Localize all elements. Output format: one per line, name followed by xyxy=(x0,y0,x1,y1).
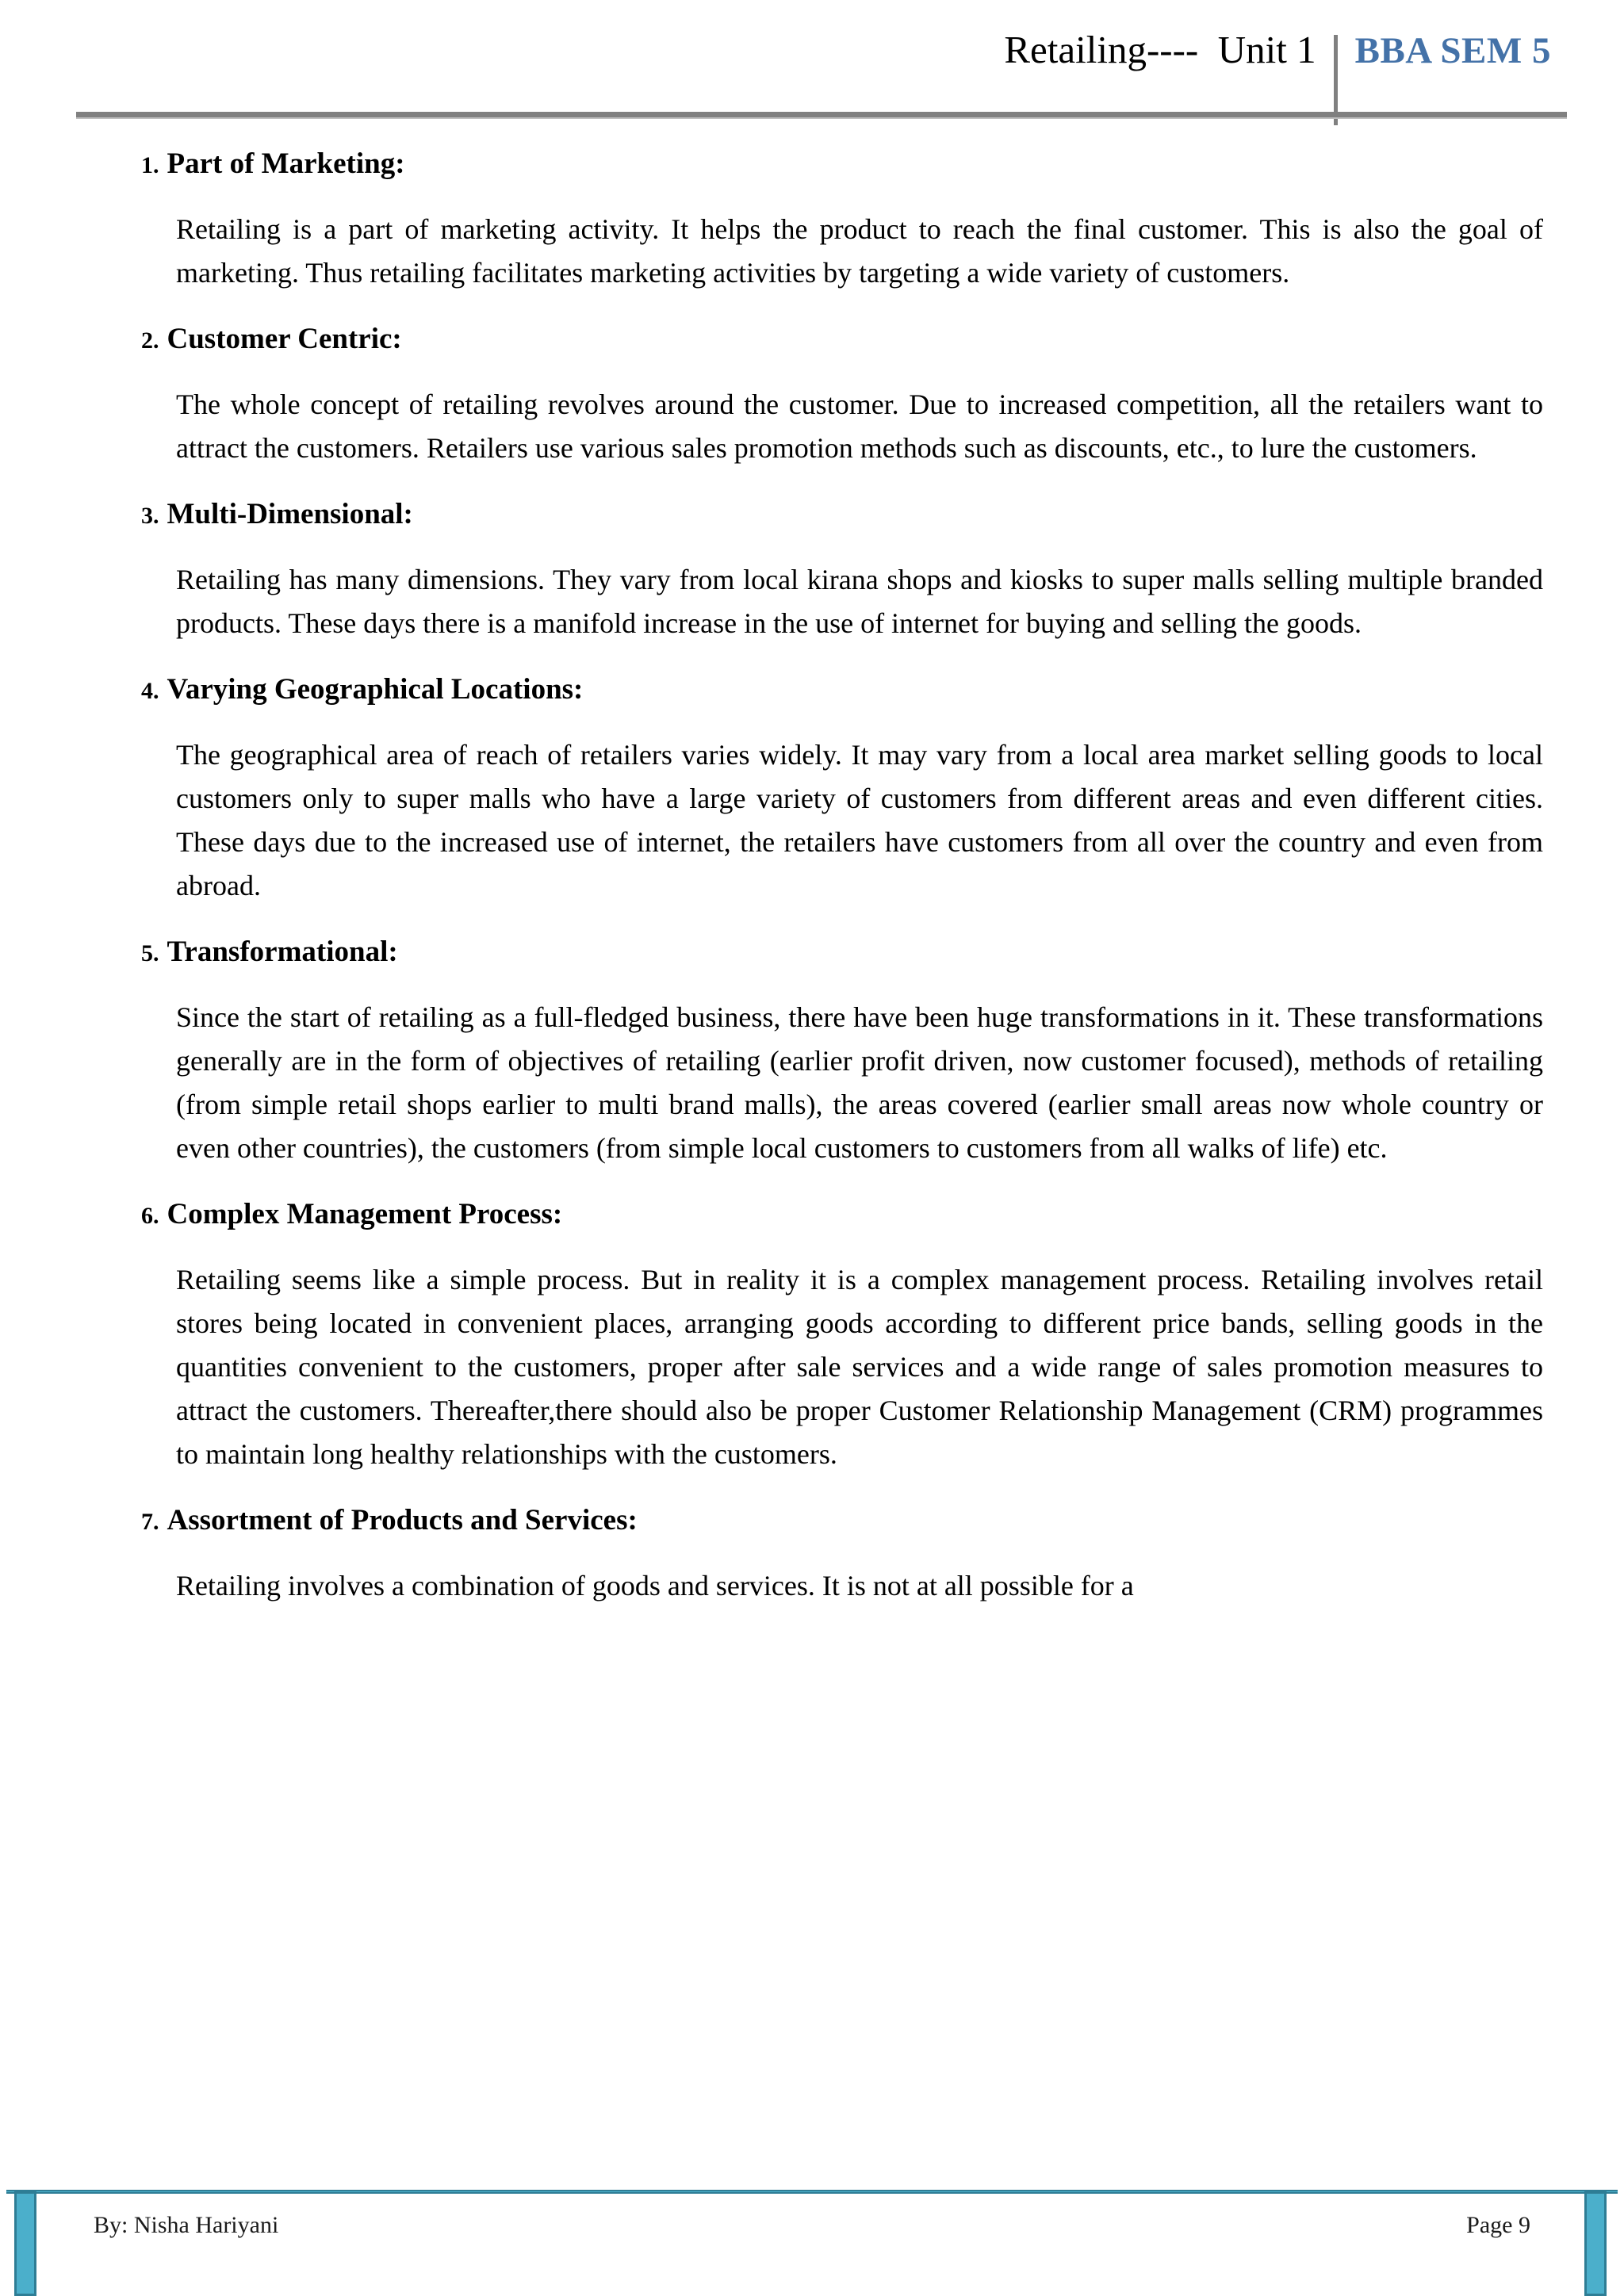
header-title-group xyxy=(1004,30,1551,98)
section-5-number: 5. xyxy=(141,940,159,966)
section-4-heading xyxy=(0,675,1624,704)
footer-rule xyxy=(6,2190,1618,2194)
section-7 xyxy=(0,1506,1624,1608)
section-1-body: Retailing is a part of marketing activity. It helps the product to reach the final customer. This is also the goal of marketing. Thus retailing facilitates marketing activities by targeting a wide variety of customers. xyxy=(176,213,1543,289)
section-2-number: 2. xyxy=(141,327,159,354)
section-4 xyxy=(0,675,1624,908)
section-3-heading xyxy=(0,499,1624,529)
section-6-body: Retailing seems like a simple process. But in reality it is a complex management process. Retailing involves retail stores being located in convenient places, arranging goods according to different price bands, selling goods in the quantities convenient to the customers, proper after sale services and a wide range of sales promotion measures to attract the customers. Thereafter,there should also be proper Customer Relationship Management (CRM) programmes to maintain long healthy relationships with the customers. xyxy=(176,1264,1543,1470)
section-1 xyxy=(0,149,1624,295)
footer-text-row xyxy=(94,2212,1530,2239)
footer-author: By: Nisha Hariyani xyxy=(94,2212,279,2238)
section-4-number: 4. xyxy=(141,678,159,704)
section-2 xyxy=(0,324,1624,470)
section-6-heading xyxy=(0,1200,1624,1229)
section-2-heading xyxy=(0,324,1624,354)
section-2-title: Customer Centric: xyxy=(167,323,402,355)
section-5-title: Transformational: xyxy=(167,936,398,968)
page-footer xyxy=(0,2172,1624,2296)
footer-accent-bar-right xyxy=(1584,2191,1607,2296)
page-header xyxy=(0,0,1624,121)
section-6-number: 6. xyxy=(141,1203,159,1229)
section-2-body: The whole concept of retailing revolves around the customer. Due to increased competition, all the retailers want to attract the customers. Retailers use various sales promotion methods such as discounts, etc., to lure the customers. xyxy=(176,388,1543,464)
header-subject-label: BBA SEM 5 xyxy=(1354,30,1551,71)
section-3-body: Retailing has many dimensions. They vary from local kirana shops and kiosks to super malls selling multiple branded products. These days there is a manifold increase in the use of internet for buying and selling the goods. xyxy=(176,564,1543,639)
header-course-title: Retailing---- Unit 1 xyxy=(1004,28,1316,71)
section-1-title: Part of Marketing: xyxy=(167,147,405,180)
section-7-body: Retailing involves a combination of goods and services. It is not at all possible for a xyxy=(176,1570,1134,1601)
footer-page-number: Page 9 xyxy=(1466,2212,1530,2238)
section-3-title: Multi-Dimensional: xyxy=(167,498,413,530)
document-content xyxy=(0,121,1624,2172)
section-4-title: Varying Geographical Locations: xyxy=(167,673,584,706)
section-4-body: The geographical area of reach of retailers varies widely. It may vary from a local area market selling goods to local customers only to super malls who have a large variety of customers from different areas and even different cities. These days due to the increased use of internet, the retailers have customers from all over the country and even from abroad. xyxy=(176,739,1543,901)
section-7-heading xyxy=(0,1506,1624,1535)
section-5-body: Since the start of retailing as a full-fledged business, there have been huge transformations in it. These transformations generally are in the form of objectives of retailing (earlier profit driven, now customer focused), methods of retailing (from simple retail shops earlier to multi brand malls), the areas covered (earlier small areas now whole country or even other countries), the customers (from simple local customers to customers from all walks of life) etc. xyxy=(176,1001,1543,1164)
section-1-heading xyxy=(0,149,1624,178)
section-6-title: Complex Management Process: xyxy=(167,1198,563,1230)
section-6 xyxy=(0,1200,1624,1476)
section-5-heading xyxy=(0,937,1624,966)
section-1-number: 1. xyxy=(141,152,159,178)
section-3-number: 3. xyxy=(141,503,159,529)
section-7-number: 7. xyxy=(141,1509,159,1535)
section-3 xyxy=(0,499,1624,645)
footer-accent-bar-left xyxy=(14,2191,36,2296)
section-7-title: Assortment of Products and Services: xyxy=(167,1504,638,1536)
header-rule xyxy=(76,112,1567,119)
section-5 xyxy=(0,937,1624,1170)
